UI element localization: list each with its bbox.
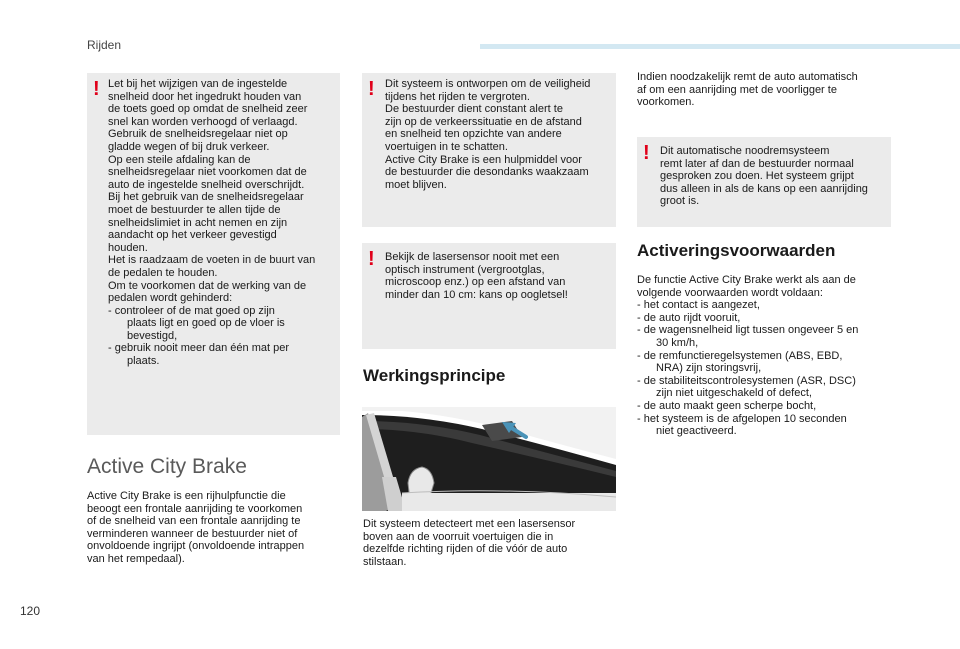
list-item: - de auto rijdt vooruit, (637, 311, 741, 324)
warning-icon: ! (368, 78, 375, 100)
page-number: 120 (20, 604, 41, 618)
warning-text: Dit systeem is ontworpen om de veiligheid tijdens het rijden te vergroten. De bestuurder dient constant alert te zijn op de verkeerssituatie en de afstand en snelheid ten opzichte van andere voertuigen in te schatten. Active City Brake is een hulpmiddel voor de bestuurder die desondanks waakzaam moet blijven. (385, 78, 591, 191)
list-item: - de remfunctieregelsystemen (ABS, EBD, (637, 349, 843, 362)
warning-icon: ! (643, 142, 650, 164)
paragraph-active-city-brake: Active City Brake is een rijhulpfunctie die beoogt een frontale aanrijding te voorkomen of de snelheid van een frontale aanrijding te verminderen wanneer de bestuurder niet of onvoldoende ingrijpt (onvoldoende intrappen van het rempedaal). (87, 490, 305, 565)
warning-text: Let bij het wijzigen van de ingestelde snelheid door het ingedrukt houden van de toets goed op omdat de snelheid zeer snel kan worden verhoogd of verlaagd. Gebruik de snelheidsregelaar niet op gladde wegen of bij druk verkeer. Op een steile afdaling kan de snelheidsregelaar niet voorkomen dat de auto de ingestelde snelheid overschrijdt. Bij het gebruik van de snelheidsregelaar moet de bestuurder te allen tijde de snelheidslimiet in acht nemen en zijn aandacht op het verkeer gevestigd houden. Het is raadzaam de voeten in de buurt van de pedalen te houden. Om te voorkomen dat de werking van de pedalen wordt gehinderd: - controleer of de mat goed op zijn plaats ligt en goed op de vloer is bevestigd, - gebruik nooit meer dan één mat per plaats. (108, 78, 316, 368)
paragraph-sensor: Dit systeem detecteert met een lasersensor boven aan de voorruit voertuigen die in dezelfde richting rijden of die vóór de auto stilstaan. (363, 518, 576, 568)
paragraph-emergency-brake: Indien noodzakelijk remt de auto automatisch af om een aanrijding met de voorligger te voorkomen. (637, 71, 858, 109)
warning-icon: ! (93, 78, 100, 100)
section-label: Rijden (87, 38, 122, 52)
heading-werkingsprincipe: Werkingsprincipe (363, 366, 506, 385)
warning-icon: ! (368, 248, 375, 270)
car-interior-image (362, 407, 616, 511)
warning-box-cruise-control (87, 73, 340, 435)
list-item: - de stabiliteitscontrolesystemen (ASR, DSC) (637, 374, 856, 387)
heading-active-city-brake: Active City Brake (87, 455, 247, 478)
warning-text: Bekijk de lasersensor nooit met een optisch instrument (vergrootglas, microscoop enz.) op een afstand van minder dan 10 cm: kans op oogletsel! (385, 251, 568, 301)
list-item: - de wagensnelheid ligt tussen ongeveer 5 en (637, 324, 859, 337)
activation-conditions-list: De functie Active City Brake werkt als aan de volgende voorwaarden wordt voldaan: - het contact is aangezet, - de auto rijdt vooruit, - de wagensnelheid ligt tussen ongeveer 5 en 30 km/h, - de remfunctieregelsystemen (ABS, EBD, NRA) zijn storingsvrij, - de stabiliteitscontrolesystemen (ASR, DSC) zijn niet uitgeschakeld of defect, - de auto maakt geen scherpe bocht, - het systeem is de afgelopen 10 seconden niet geactiveerd. (637, 274, 859, 438)
list-item: - de auto maakt geen scherpe bocht, (637, 399, 817, 412)
heading-activeringsvoorwaarden: Activeringsvoorwaarden (637, 241, 836, 260)
warning-text: Dit automatische noodremsysteem remt later af dan de bestuurder normaal gesproken zou doen. Het systeem grijpt dus alleen in als de kans op een aanrijding groot is. (660, 145, 868, 208)
list-item: - het systeem is de afgelopen 10 seconden (637, 412, 847, 425)
header-bar (480, 44, 960, 49)
warning-box-emergency-brake (637, 137, 891, 227)
list-item: - het contact is aangezet, (637, 299, 760, 312)
warning-box-laser (362, 243, 616, 349)
warning-box-safety (362, 73, 616, 227)
windshield-sensor-illustration (362, 407, 616, 511)
